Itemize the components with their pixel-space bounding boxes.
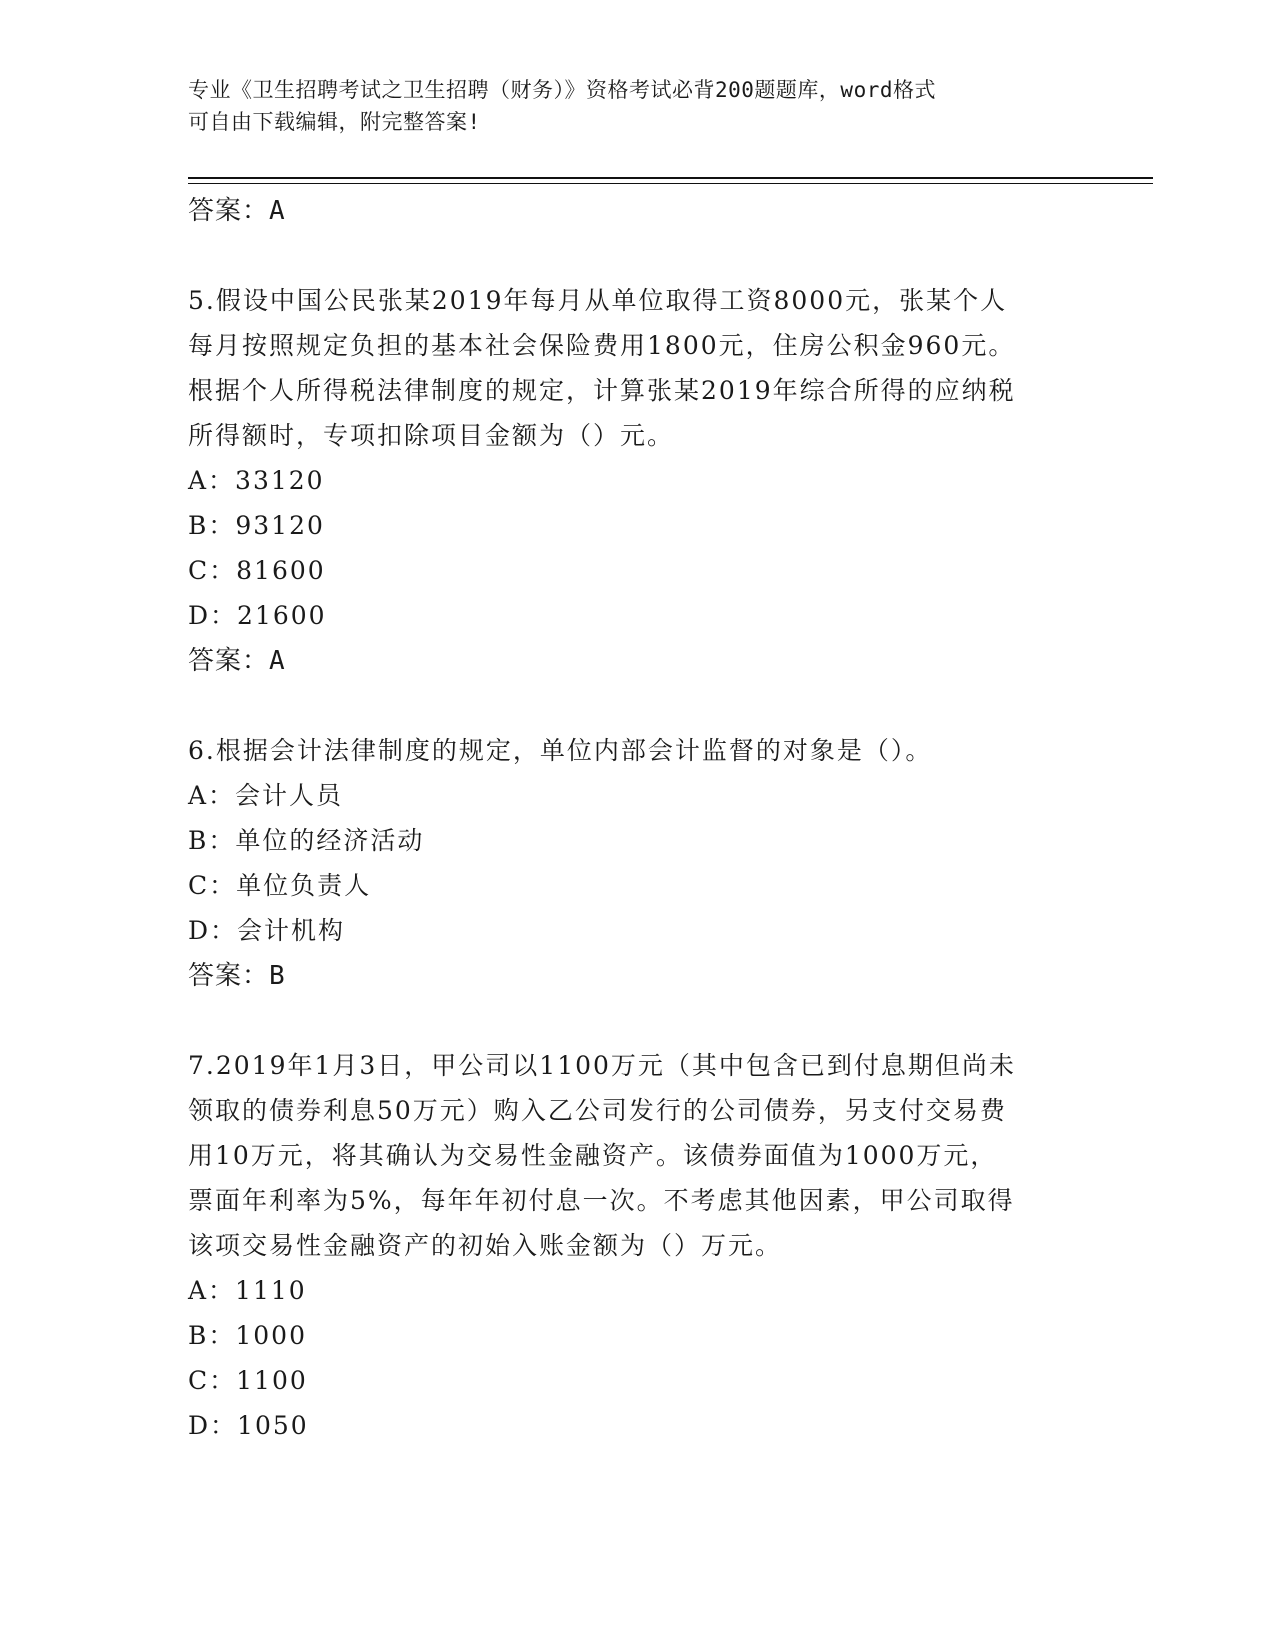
question-text-line: 该项交易性金融资产的初始入账金额为（）万元。 — [188, 1231, 783, 1260]
header-line-2: 可自由下载编辑，附完整答案! — [188, 110, 481, 134]
option-c: C：1100 — [188, 1366, 308, 1395]
question-text-line: 领取的债券利息50万元）购入乙公司发行的公司债券，另支付交易费 — [188, 1096, 1007, 1125]
option-a: A：33120 — [188, 466, 325, 495]
header-divider-thick — [188, 177, 1153, 179]
question-text-line: 6.根据会计法律制度的规定，单位内部会计监督的对象是（）。 — [188, 736, 933, 765]
option-b: B：1000 — [188, 1321, 307, 1350]
option-d: D：1050 — [188, 1411, 309, 1440]
question-text-line: 根据个人所得税法律制度的规定，计算张某2019年综合所得的应纳税 — [188, 376, 1016, 405]
option-c: C：81600 — [188, 556, 326, 585]
answer-line: 答案：A — [188, 646, 286, 676]
question-text-line: 5.假设中国公民张某2019年每月从单位取得工资8000元，张某个人 — [188, 286, 1008, 315]
option-b: B：单位的经济活动 — [188, 826, 425, 855]
question-text-line: 7.2019年1月3日，甲公司以1100万元（其中包含已到付息期但尚未 — [188, 1051, 1016, 1080]
option-a: A：1110 — [188, 1276, 307, 1305]
option-a: A：会计人员 — [188, 781, 344, 810]
question-6 — [188, 728, 1088, 999]
question-text-line: 所得额时，专项扣除项目金额为（）元。 — [188, 421, 675, 450]
question-7 — [188, 1043, 1088, 1448]
header-divider-thin — [188, 183, 1153, 184]
answer-line: 答案：A — [188, 196, 286, 226]
document-body — [188, 188, 1088, 1448]
question-5 — [188, 278, 1088, 684]
question-text-line: 每月按照规定负担的基本社会保险费用1800元，住房公积金960元。 — [188, 331, 1016, 360]
option-d: D：21600 — [188, 601, 327, 630]
header-line-1: 专业《卫生招聘考试之卫生招聘（财务）》资格考试必背200题题库，word格式 — [188, 78, 936, 102]
question-text-line: 用10万元，将其确认为交易性金融资产。该债券面值为1000万元， — [188, 1141, 998, 1170]
option-b: B：93120 — [188, 511, 325, 540]
question-text-line: 票面年利率为5%，每年年初付息一次。不考虑其他因素，甲公司取得 — [188, 1186, 1015, 1215]
option-c: C：单位负责人 — [188, 871, 372, 900]
option-d: D：会计机构 — [188, 916, 346, 945]
answer-line: 答案：B — [188, 961, 286, 991]
document-header — [188, 74, 1068, 138]
